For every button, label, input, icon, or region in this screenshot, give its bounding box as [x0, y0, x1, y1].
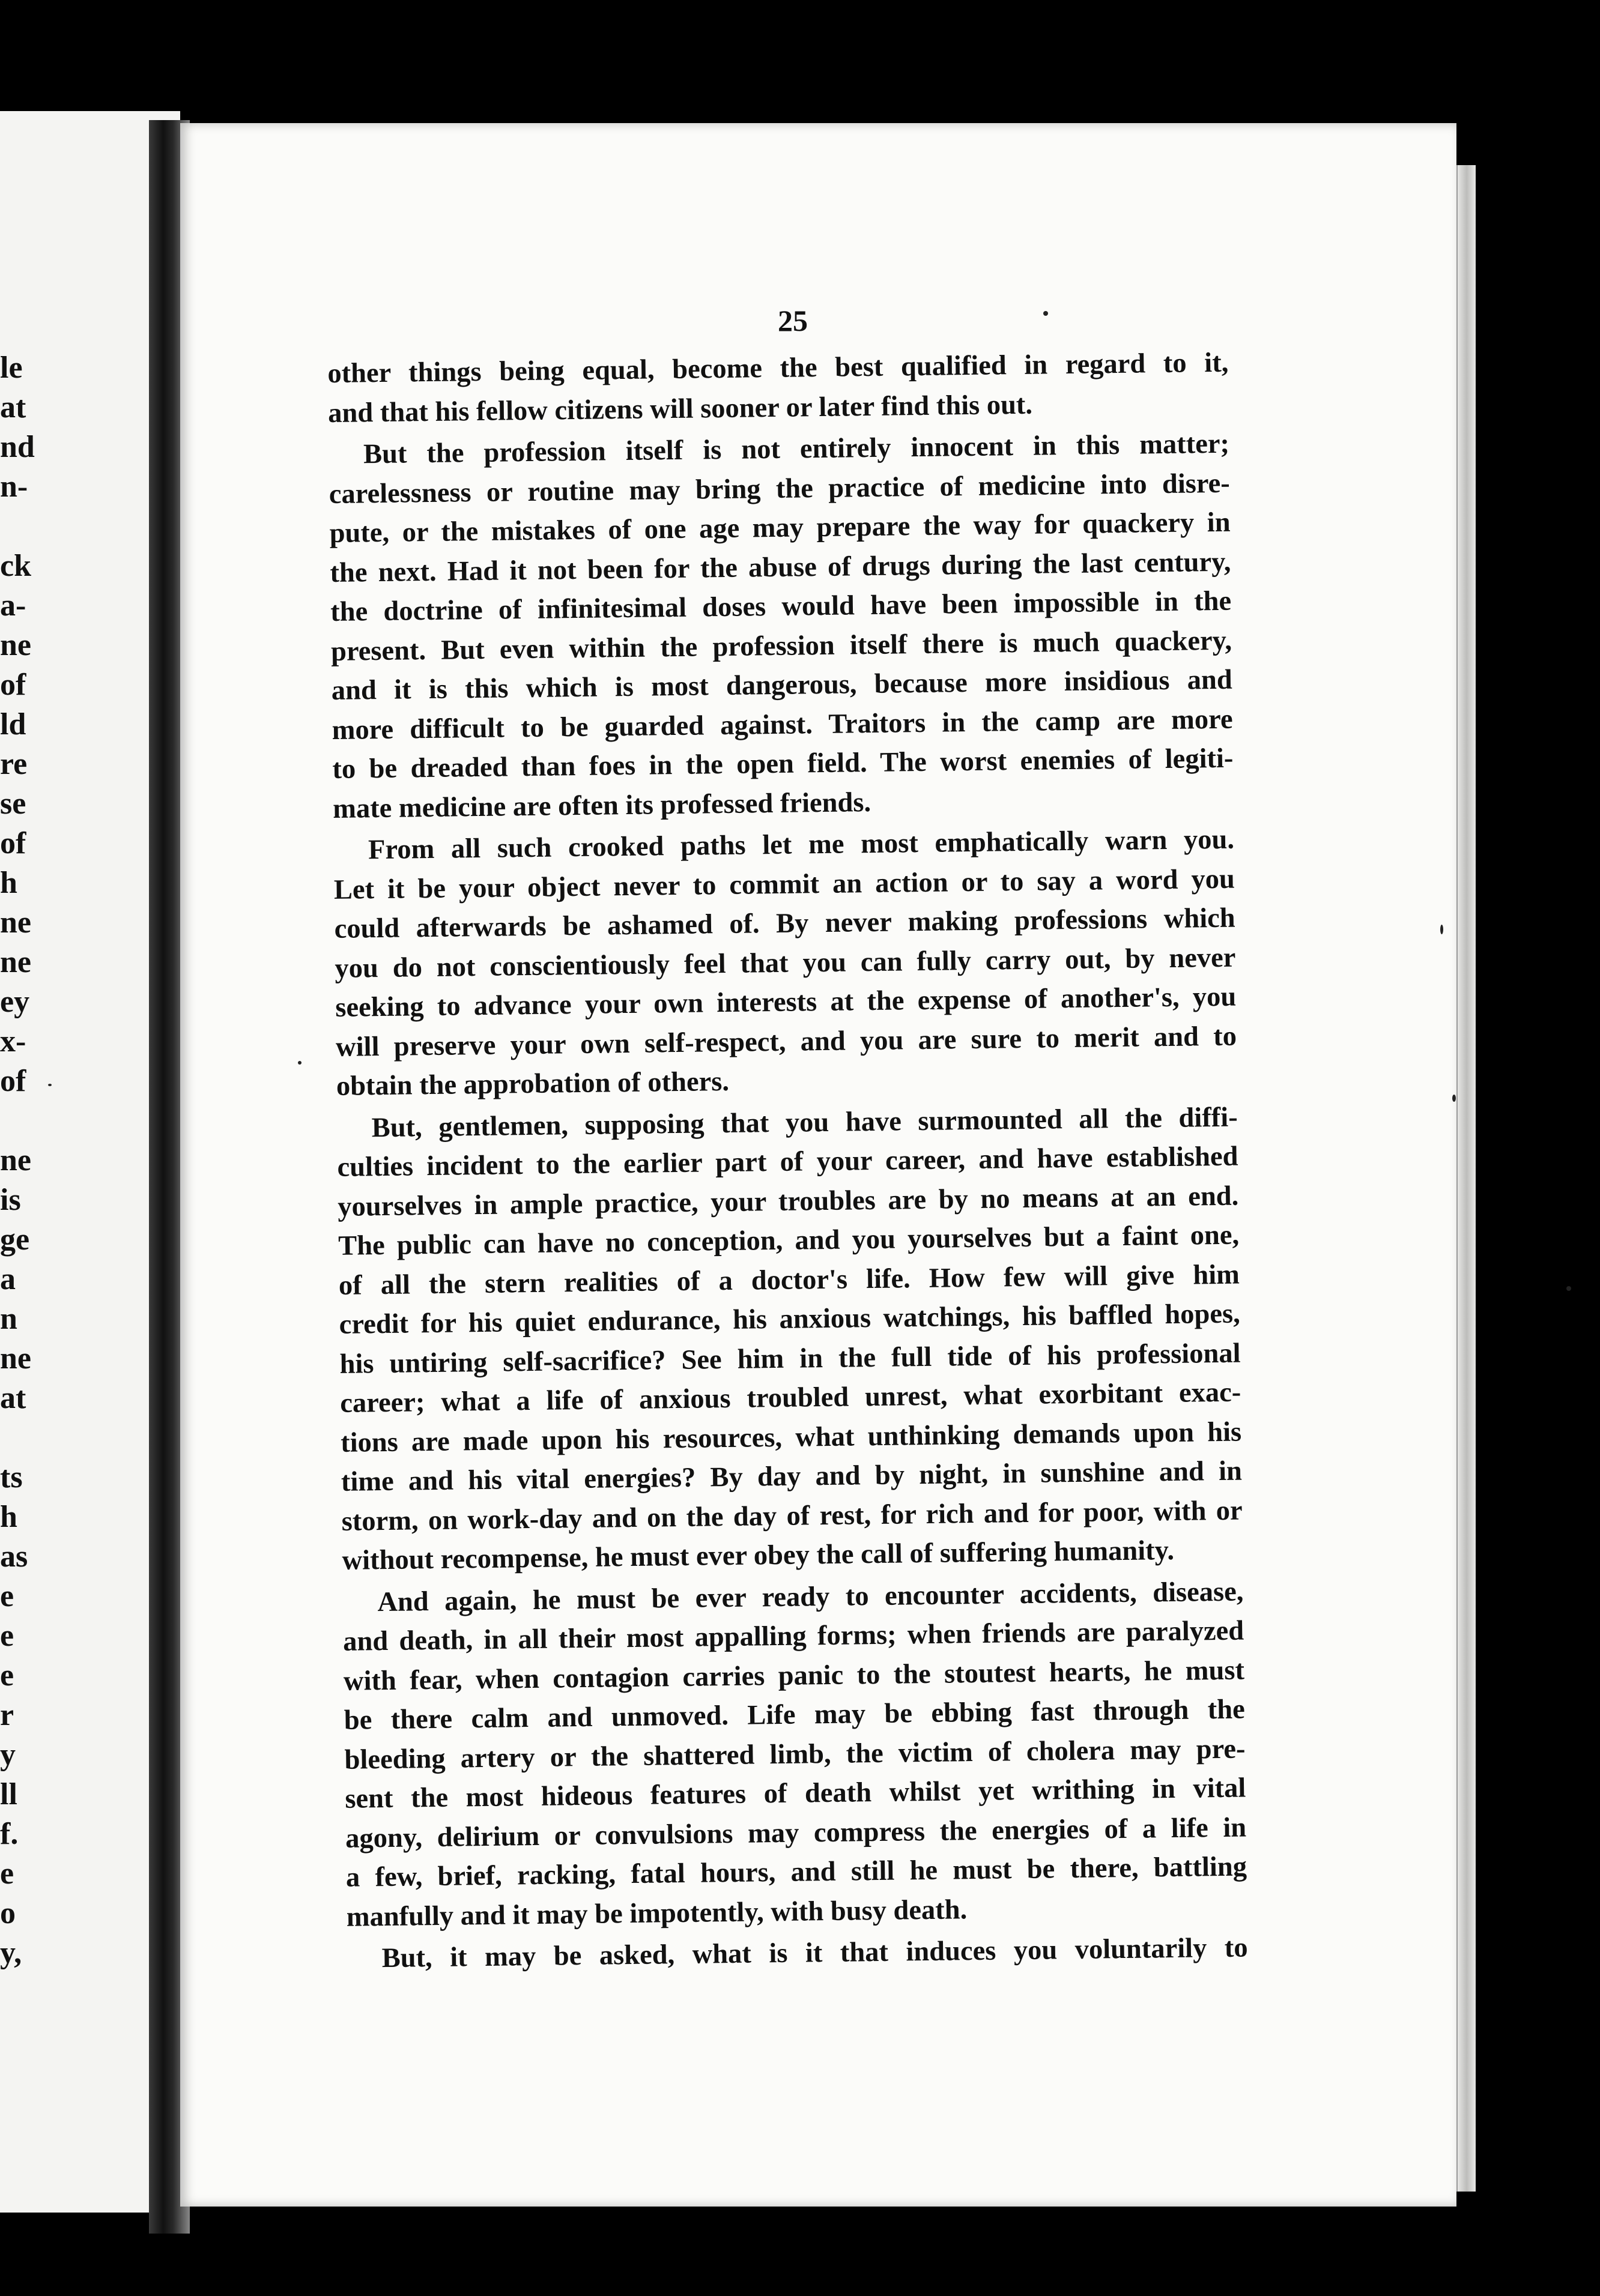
text-line: But, it may be asked, what is it that induces you voluntarily to: [381, 1932, 1248, 1974]
left-page-fragment: ts: [0, 1460, 23, 1494]
ink-speck: [298, 1061, 302, 1065]
left-page-fragment: e: [0, 1856, 14, 1891]
text-line: be there calm and unmoved. Life may be ebbing fast through the: [344, 1694, 1245, 1736]
left-page-fragment: a: [0, 1262, 16, 1296]
paragraph: [333, 820, 1237, 1107]
left-page-fragment: o: [0, 1896, 16, 1930]
text-line: career; what a life of anxious troubled unrest, what exorbitant exac-: [340, 1377, 1241, 1419]
text-line: But, gentlemen, supposing that you have surmounted all the diffi-: [371, 1102, 1238, 1143]
text-line: other things being equal, become the best qualified in regard to it,: [327, 347, 1229, 389]
text-line: his untiring self-sacrifice? See him in the full tide of his professional: [339, 1338, 1241, 1380]
text-line: the next. Had it not been for the abuse of drugs during the last century,: [330, 546, 1231, 588]
text-line: more difficult to be guarded against. Traitors in the camp are more: [332, 704, 1233, 746]
left-page-fragment: ne: [0, 905, 31, 940]
left-page-fragment: ck: [0, 549, 31, 583]
left-page-fragment: nd: [0, 430, 35, 464]
left-page-fragment: at: [0, 390, 26, 424]
text-line: you do not conscientiously feel that you can fully carry out, by never: [335, 942, 1236, 984]
left-page-fragment: ey: [0, 985, 30, 1019]
left-page-fragment: ne: [0, 1341, 31, 1376]
left-page-fragment: of: [0, 668, 26, 702]
text-line: and death, in all their most appalling forms; when friends are paralyzed: [342, 1615, 1244, 1657]
left-page-fragment: re: [0, 747, 28, 781]
left-page-fragment: ne: [0, 628, 31, 662]
text-line: Let it be your object never to commit an action or to say a word you: [333, 863, 1235, 905]
ink-speck: [1566, 1286, 1571, 1291]
text-line: present. But even within the profession itself there is much quackery,: [330, 625, 1232, 667]
left-page-fragment: a-: [0, 588, 26, 623]
text-line: storm, on work-day and on the day of rest, for rich and for poor, with or: [341, 1495, 1243, 1537]
left-page-fragment: [0, 1418, 72, 1458]
text-line: and that his fellow citizens will sooner or later find this out.: [327, 389, 1033, 429]
left-page-fragment: e: [0, 1658, 14, 1693]
left-page-fragment: f.: [0, 1817, 19, 1851]
left-page-fragment: x-: [0, 1024, 26, 1059]
left-page-fragment: of: [0, 826, 26, 860]
left-page-fragment: h: [0, 1500, 17, 1534]
left-page-fragment: le: [0, 351, 23, 385]
left-page-fragment: h: [0, 866, 17, 900]
text-line: without recompense, he must ever obey the call of suffering humanity.: [342, 1535, 1175, 1576]
ink-speck: [1440, 925, 1443, 934]
left-page-fragment: as: [0, 1539, 28, 1574]
ink-speck: [1452, 1095, 1456, 1102]
body-text: [327, 343, 1248, 1981]
page-edge: [1456, 165, 1476, 2192]
text-line: mate medicine are often its professed friends.: [332, 787, 871, 824]
left-page-text-fragments: [0, 348, 72, 1973]
text-line: time and his vital energies? By day and by night, in sunshine and in: [341, 1455, 1243, 1497]
left-page-fragment: is: [0, 1183, 21, 1217]
left-page-fragment: y,: [0, 1936, 22, 1970]
left-page-fragment: of: [0, 1064, 26, 1098]
left-page-fragment: ne: [0, 945, 31, 979]
text-line: a few, brief, racking, fatal hours, and still he must be there, battling: [345, 1851, 1247, 1893]
paragraph: [342, 1572, 1247, 1937]
ink-speck: [1043, 311, 1048, 316]
text-line: manfully and it may be impotently, with busy death.: [346, 1894, 968, 1933]
left-page-fragment: ge: [0, 1222, 30, 1257]
left-page-fragment: e: [0, 1619, 14, 1653]
text-line: The public can have no conception, and you yourselves but a faint one,: [338, 1219, 1240, 1261]
left-page-fragment: [0, 507, 72, 546]
text-line: with fear, when contagion carries panic to the stoutest hearts, he must: [343, 1655, 1245, 1697]
text-line: seeking to advance your own interests at the expense of another's, you: [335, 981, 1237, 1023]
text-line: culties incident to the earlier part of your career, and have established: [337, 1141, 1238, 1183]
paragraph: [336, 1098, 1243, 1580]
left-page-fragment: ld: [0, 707, 26, 742]
page-number: 25: [778, 304, 808, 337]
left-page-fragment: r: [0, 1698, 14, 1732]
paragraph: [327, 343, 1229, 433]
text-line: to be dreaded than foes in the open field. The worst enemies of legiti-: [332, 743, 1234, 785]
left-page-fragment: [0, 1101, 72, 1141]
text-line: From all such crooked paths let me most emphatically warn you.: [368, 824, 1235, 866]
text-line: pute, or the mistakes of one age may prepare the way for quackery in: [329, 507, 1231, 549]
text-line: yourselves in ample practice, your troubles are by no means at an end.: [338, 1180, 1239, 1222]
left-page-fragment: se: [0, 787, 26, 821]
left-page-fragment: n: [0, 1302, 17, 1336]
text-line: tions are made upon his resources, what unthinking demands upon his: [340, 1416, 1242, 1458]
ink-speck: [48, 1084, 52, 1086]
text-line: the doctrine of infinitesimal doses would have been impossible in the: [330, 585, 1232, 627]
text-line: And again, he must be ever ready to encounter accidents, disease,: [377, 1576, 1244, 1618]
paragraph: [329, 424, 1234, 829]
text-line: credit for his quiet endurance, his anxious watchings, his baffled hopes,: [339, 1298, 1240, 1340]
text-line: and it is this which is most dangerous, because more insidious and: [331, 664, 1233, 706]
text-line: bleeding artery or the shattered limb, the victim of cholera may pre-: [344, 1733, 1246, 1775]
text-line: carelessness or routine may bring the practice of medicine into disre-: [329, 468, 1231, 510]
text-line: of all the stern realities of a doctor's life. How few will give him: [338, 1259, 1240, 1301]
text-line: But the profession itself is not entirely innocent in this matter;: [363, 428, 1230, 470]
text-line: agony, delirium or convulsions may compress the energies of a life in: [345, 1811, 1247, 1854]
text-line: sent the most hideous features of death whilst yet writhing in vital: [345, 1772, 1246, 1814]
left-page-fragment: n-: [0, 470, 28, 504]
left-page-fragment: ne: [0, 1143, 31, 1177]
left-page-fragment: y: [0, 1738, 16, 1772]
text-line: could afterwards be ashamed of. By never making professions which: [334, 902, 1235, 944]
text-line: will preserve your own self-respect, and you are sure to merit and to: [335, 1021, 1237, 1063]
left-page-fragment: ll: [0, 1777, 17, 1811]
text-line: obtain the approbation of others.: [336, 1066, 730, 1102]
left-page-fragment: at: [0, 1381, 26, 1415]
left-page-fragment: e: [0, 1579, 14, 1613]
